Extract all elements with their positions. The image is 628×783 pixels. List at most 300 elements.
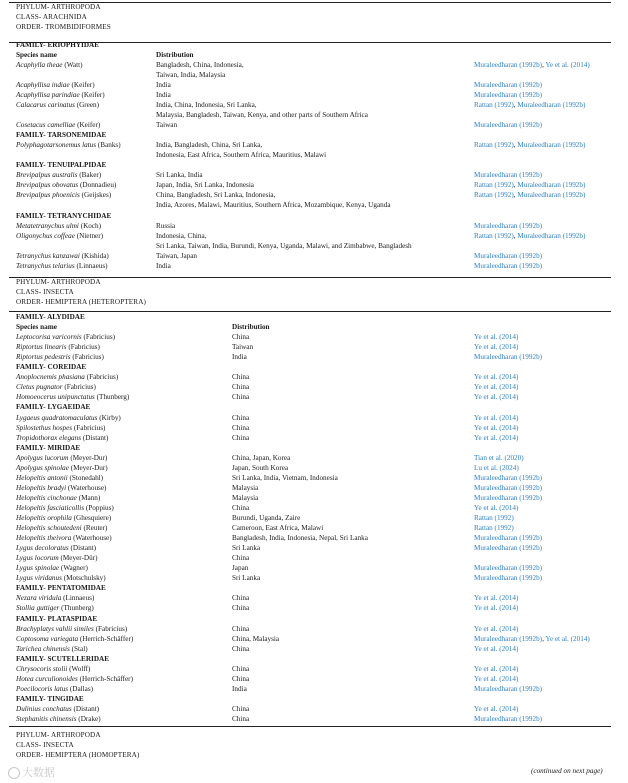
species-name: Tropidothorax elegans — [16, 433, 82, 442]
distribution-text: Indonesia, China, — [156, 231, 207, 240]
distribution-text: China — [232, 393, 250, 402]
reference-cell — [474, 91, 542, 100]
family-heading: FAMILY- PLATASPIDAE — [16, 614, 98, 623]
reference-link[interactable]: Tian et al. (2020) — [474, 453, 524, 462]
species-name: Apolygus lucorum — [16, 453, 69, 462]
species-author: (Nietner) — [76, 231, 104, 240]
family-heading: FAMILY- MIRIDAE — [16, 443, 81, 452]
reference-link[interactable]: Muraleedharan (1992b) — [474, 171, 543, 180]
reference-link[interactable]: Rattan (1992) — [474, 181, 514, 190]
distribution-text: India, China, Indonesia, Sri Lanka, — [156, 100, 257, 109]
reference-link[interactable]: Ye et al. (2014) — [545, 60, 590, 69]
species-author: (Ghesquiere) — [73, 514, 112, 522]
species-name: Helopeltis schoutedeni — [16, 524, 82, 533]
reference-link[interactable]: Rattan (1992) — [474, 100, 514, 109]
reference-cell — [474, 252, 542, 261]
species-author: (Stonedahl) — [69, 473, 104, 482]
species-name: Chrysocoris stolii — [16, 664, 68, 673]
species-entry — [16, 514, 111, 523]
species-entry — [16, 504, 114, 513]
species-name: Helopeltis theivora — [16, 534, 72, 543]
species-name: Helopeltis cinchonae — [16, 493, 77, 502]
species-name: Coptosoma variegata — [16, 634, 79, 643]
distribution-text: Bangladesh, India, Indonesia, Nepal, Sri Lanka — [232, 534, 368, 543]
species-name: Lygus decoloratus — [16, 544, 69, 553]
species-author: (Reuter) — [83, 524, 108, 533]
species-entry — [16, 554, 98, 563]
species-entry — [16, 434, 108, 443]
reference-link[interactable]: Muraleedharan (1992b) — [474, 90, 543, 99]
species-name: Oligonychus coffeae — [16, 231, 75, 240]
species-entry — [16, 171, 101, 180]
family-heading: FAMILY- TINGIDAE — [16, 694, 84, 703]
reference-link[interactable]: Ye et al. (2014) — [474, 393, 519, 402]
reference-cell — [474, 524, 514, 533]
distribution-text: Sri Lanka — [232, 544, 261, 553]
species-author: (Kishida) — [81, 251, 109, 260]
reference-link[interactable]: Ye et al. (2014) — [474, 333, 519, 342]
taxonomy-line: CLASS- INSECTA — [16, 288, 74, 297]
species-name: Stephanitis chinensis — [16, 715, 77, 723]
species-name: Lygus viridanus — [16, 574, 62, 583]
species-entry — [16, 424, 105, 433]
distribution-text: China, Japan, Korea — [232, 453, 291, 462]
reference-cell — [474, 665, 518, 674]
column-header-distribution: Distribution — [232, 323, 270, 332]
reference-link[interactable]: Rattan (1992) — [474, 231, 514, 240]
reference-link[interactable]: Muraleedharan (1992b) — [474, 251, 543, 260]
reference-cell — [474, 474, 542, 483]
species-entry — [16, 594, 94, 603]
distribution-text: China — [232, 594, 250, 603]
reference-link[interactable]: Ye et al. (2014) — [474, 664, 519, 673]
distribution-text: China, Malaysia — [232, 634, 280, 643]
species-author: (Drake) — [78, 715, 101, 723]
species-author: (Geijskes) — [81, 191, 112, 200]
species-author: (Dallas) — [69, 684, 94, 693]
distribution-text: Malaysia — [232, 493, 259, 502]
reference-cell — [474, 504, 518, 513]
species-author: (Fabricius) — [72, 353, 104, 362]
taxonomy-line: PHYLUM- ARTHROPODA — [16, 278, 101, 286]
species-name: Polyphagotarsonemus latus — [16, 141, 97, 150]
distribution-text: Russia — [156, 221, 176, 230]
distribution-text: Malaysia, Bangladesh, Taiwan, Kenya, and other parts of Southern Africa — [156, 111, 368, 119]
species-author: (Meyer-Dür) — [60, 554, 98, 563]
watermark-logo-icon — [8, 767, 20, 779]
reference-cell — [474, 484, 542, 493]
reference-link[interactable]: Muraleedharan (1992b) — [474, 564, 543, 573]
distribution-text: India — [156, 90, 171, 99]
table-rule — [9, 311, 611, 312]
reference-cell — [474, 464, 519, 473]
reference-link[interactable]: Lu et al. (2024) — [474, 463, 519, 472]
reference-cell — [474, 514, 514, 523]
reference-cell — [474, 645, 518, 654]
species-entry — [16, 353, 104, 362]
species-entry — [16, 464, 108, 473]
reference-link[interactable]: Ye et al. (2014) — [474, 343, 519, 352]
reference-cell: Rattan (1992), Muraleedharan (1992b) — [474, 231, 586, 240]
distribution-text: China — [232, 373, 250, 382]
distribution-text: China — [232, 704, 250, 713]
reference-link[interactable]: Muraleedharan (1992b) — [474, 60, 543, 69]
reference-cell — [474, 414, 518, 423]
species-entry — [16, 373, 118, 382]
species-name: Lygaeus quadratomaculatus — [16, 413, 98, 422]
family-heading: FAMILY- COREIDAE — [16, 363, 87, 372]
species-entry — [16, 564, 88, 573]
distribution-text: India — [232, 684, 247, 693]
distribution-text: Bangladesh, China, Indonesia, — [156, 60, 244, 69]
species-name: Helopeltis orophila — [16, 514, 72, 522]
reference-link[interactable]: Ye et al. (2014) — [474, 644, 519, 653]
reference-link[interactable]: Ye et al. (2014) — [474, 433, 519, 442]
taxonomy-line: ORDER- TROMBIDIFORMES — [16, 22, 111, 31]
taxonomy-line: CLASS- INSECTA — [16, 741, 74, 750]
reference-link[interactable]: Ye et al. (2014) — [474, 594, 519, 603]
family-heading: FAMILY- TARSONEMIDAE — [16, 131, 107, 140]
reference-cell — [474, 574, 542, 583]
reference-link[interactable]: Ye et al. (2014) — [545, 634, 590, 643]
species-name: Riptortus linearis — [16, 343, 67, 352]
family-heading: FAMILY- SCUTELLERIDAE — [16, 654, 109, 663]
species-entry — [16, 474, 103, 483]
distribution-text: China — [232, 503, 250, 512]
reference-cell — [474, 625, 518, 634]
species-entry — [16, 191, 111, 200]
reference-cell — [474, 544, 542, 553]
reference-link[interactable]: Muraleedharan (1992b) — [474, 544, 543, 553]
distribution-text: Sri Lanka, Taiwan, India, Burundi, Kenya, Uganda, Malawi, and Zimbabwe, Bangladesh — [156, 241, 412, 250]
reference-link[interactable]: Muraleedharan (1992b) — [474, 473, 543, 482]
species-author: (Banks) — [97, 141, 121, 150]
species-entry — [16, 544, 96, 553]
distribution-text: Taiwan — [156, 121, 178, 130]
distribution-text: China — [232, 644, 250, 653]
distribution-text: Malaysia — [232, 483, 259, 492]
species-name: Acaphyllisa indiae — [16, 80, 70, 89]
species-entry — [16, 333, 115, 342]
species-author: (Thunberg) — [61, 604, 94, 613]
distribution-text: Sri Lanka, India — [156, 171, 203, 180]
species-author: (Keifer) — [77, 121, 101, 130]
distribution-text: China — [232, 423, 250, 432]
reference-link[interactable]: Rattan (1992) — [474, 191, 514, 200]
distribution-text: India — [232, 353, 247, 362]
distribution-text: Sri Lanka — [232, 574, 261, 583]
species-author: (Donnadieu) — [80, 181, 117, 190]
distribution-text: India — [156, 80, 171, 89]
species-name: Lygus spinolae — [16, 564, 60, 573]
reference-cell — [474, 383, 518, 392]
species-author: (Keifer) — [71, 80, 95, 89]
species-entry — [16, 604, 94, 613]
reference-link[interactable]: Muraleedharan (1992b) — [474, 574, 543, 583]
reference-cell: Muraleedharan (1992b), Ye et al. (2014) — [474, 60, 590, 69]
distribution-text: Japan, India, Sri Lanka, Indonesia — [156, 181, 254, 190]
column-header-species: Species name — [16, 50, 57, 59]
taxonomy-line: ORDER- HEMIPTERA (HOMOPTERA) — [16, 751, 140, 760]
species-entry — [16, 414, 121, 423]
watermark — [8, 764, 55, 780]
species-name: Tetranychus telarius — [16, 261, 75, 270]
species-entry — [16, 665, 90, 674]
reference-cell — [474, 594, 518, 603]
species-author: (Thunberg) — [96, 393, 130, 402]
distribution-text: India — [156, 261, 171, 270]
taxonomy-line: ORDER- HEMIPTERA (HETEROPTERA) — [16, 298, 146, 307]
species-author: (Distant) — [70, 544, 97, 553]
reference-link[interactable]: Muraleedharan (1992b) — [517, 191, 586, 200]
reference-cell: Rattan (1992), Muraleedharan (1992b) — [474, 141, 586, 150]
species-name: Leptocorisa varicornis — [16, 333, 82, 342]
distribution-text: India, Azores, Malawi, Mauritius, Southern Africa, Mozambique, Kenya, Uganda — [156, 201, 391, 210]
species-name: Dulinius conchatus — [16, 704, 72, 713]
species-name: Acaphyllisa parindiae — [16, 90, 80, 99]
species-name: Poecilocoris latus — [16, 684, 69, 693]
species-name: Cosetacus camelliae — [16, 121, 76, 130]
reference-link[interactable]: Ye et al. (2014) — [474, 383, 519, 392]
species-name: Cletus pugnator — [16, 383, 63, 392]
reference-cell — [474, 705, 518, 714]
taxonomy-line: PHYLUM- ARTHROPODA — [16, 2, 101, 11]
reference-cell — [474, 564, 542, 573]
reference-link[interactable]: Muraleedharan (1992b) — [517, 231, 586, 240]
species-author: (Fabricius) — [64, 383, 96, 392]
species-entry — [16, 121, 100, 130]
family-heading: FAMILY- ERIOPHYIDAE — [16, 40, 99, 49]
distribution-text: Burundi, Uganda, Zaire — [232, 514, 301, 522]
species-entry — [16, 524, 107, 533]
species-author: (Waterhouse) — [67, 483, 107, 492]
species-name: Homoeocerus unipunctatus — [16, 393, 95, 402]
species-author: (Fabricius) — [68, 343, 100, 352]
species-entry — [16, 685, 93, 694]
species-name: Brevipalpus australis — [16, 171, 78, 180]
family-heading: FAMILY- PENTATOMIDAE — [16, 584, 106, 593]
reference-link[interactable]: Muraleedharan (1992b) — [474, 684, 543, 693]
taxonomy-line: CLASS- ARACHNIDA — [16, 12, 87, 21]
species-author: (Stal) — [71, 644, 88, 653]
reference-cell — [474, 715, 542, 724]
reference-cell — [474, 424, 518, 433]
distribution-text: Indonesia, East Africa, Southern Africa, Mauritius, Malawi — [156, 151, 327, 160]
species-name: Spilostethus hospes — [16, 423, 73, 432]
species-name: Tetranychus kanzawai — [16, 251, 80, 260]
species-entry — [16, 645, 88, 654]
species-name: Anoplocnemis phasiana — [16, 373, 85, 382]
distribution-text: China — [232, 674, 250, 683]
taxonomy-line: PHYLUM- ARTHROPODA — [16, 731, 101, 739]
species-entry — [16, 383, 96, 392]
species-name: Lygus locorum — [16, 554, 59, 563]
reference-link[interactable]: Muraleedharan (1992b) — [517, 100, 586, 109]
species-entry — [16, 534, 112, 543]
reference-cell — [474, 675, 518, 684]
reference-cell: Rattan (1992), Muraleedharan (1992b) — [474, 181, 586, 190]
family-heading: FAMILY- ALYDIDAE — [16, 313, 85, 321]
distribution-text: China — [232, 433, 250, 442]
species-author: (Meyer-Dur) — [70, 463, 108, 472]
species-author: (Herrich-Schäffer) — [79, 674, 133, 683]
table-rule — [9, 42, 611, 43]
reference-link[interactable]: Muraleedharan (1992b) — [517, 141, 586, 150]
species-entry — [16, 454, 107, 463]
reference-link[interactable]: Ye et al. (2014) — [474, 624, 519, 633]
reference-link[interactable]: Muraleedharan (1992b) — [474, 483, 543, 492]
reference-cell: Rattan (1992), Muraleedharan (1992b) — [474, 191, 586, 200]
species-author: (Poppius) — [85, 503, 114, 512]
reference-cell — [474, 343, 518, 352]
species-entry — [16, 91, 105, 100]
reference-link[interactable]: Ye et al. (2014) — [474, 413, 519, 422]
distribution-text: China — [232, 604, 250, 613]
species-entry — [16, 715, 101, 724]
family-heading: FAMILY- TETRANYCHIDAE — [16, 211, 112, 220]
species-author: (Koch) — [80, 221, 102, 230]
family-heading: FAMILY- LYGAEIDAE — [16, 403, 91, 412]
species-name: Brevipalpus phoenicis — [16, 191, 80, 200]
reference-link[interactable]: Rattan (1992) — [474, 514, 514, 522]
reference-link[interactable]: Ye et al. (2014) — [474, 423, 519, 432]
reference-link[interactable]: Muraleedharan (1992b) — [474, 121, 543, 130]
watermark-text: 大数据 — [22, 766, 55, 779]
species-entry — [16, 393, 129, 402]
species-entry — [16, 252, 109, 261]
reference-link[interactable]: Muraleedharan (1992b) — [474, 634, 543, 643]
reference-link[interactable]: Ye et al. (2014) — [474, 604, 519, 613]
species-name: Metatetranychus ulmi — [16, 221, 79, 230]
species-author: (Herrich-Schäffer) — [79, 634, 134, 643]
reference-cell — [474, 222, 542, 231]
distribution-text: India, Bangladesh, China, Sri Lanka, — [156, 141, 263, 150]
reference-link[interactable]: Muraleedharan (1992b) — [474, 261, 543, 270]
reference-link[interactable]: Ye et al. (2014) — [474, 674, 519, 683]
species-name: Acaphylla theae — [16, 60, 63, 69]
species-author: (Linnaeus) — [63, 594, 95, 603]
distribution-text: China — [232, 383, 250, 392]
table-rule — [9, 726, 611, 727]
species-author: (Keifer) — [81, 90, 105, 99]
distribution-text: China, Bangladesh, Sri Lanka, Indonesia, — [156, 191, 276, 200]
species-author: (Waterhouse) — [73, 534, 112, 543]
species-entry — [16, 141, 121, 150]
species-name: Nezara viridula — [16, 594, 62, 603]
reference-link[interactable]: Ye et al. (2014) — [474, 704, 519, 713]
reference-link[interactable]: Muraleedharan (1992b) — [474, 534, 543, 543]
reference-cell — [474, 393, 518, 402]
species-author: (Mann) — [78, 493, 101, 502]
reference-link[interactable]: Ye et al. (2014) — [474, 503, 519, 512]
species-author: (Green) — [76, 100, 100, 109]
reference-link[interactable]: Muraleedharan (1992b) — [474, 353, 543, 362]
distribution-text: Taiwan, India, Malaysia — [156, 70, 226, 79]
distribution-text: Sri Lanka, India, Vietnam, Indonesia — [232, 473, 338, 482]
distribution-text: China — [232, 664, 250, 673]
species-author: (Fabricius) — [73, 423, 106, 432]
distribution-text: Taiwan — [232, 343, 254, 352]
species-author: (Meyer-Dur) — [70, 453, 108, 462]
reference-cell — [474, 534, 542, 543]
species-name: Helopeltis bradyi — [16, 483, 67, 492]
reference-cell — [474, 171, 542, 180]
species-entry — [16, 181, 116, 190]
reference-cell: Rattan (1992), Muraleedharan (1992b) — [474, 100, 586, 109]
species-author: (Kirby) — [99, 413, 121, 422]
species-entry — [16, 343, 100, 352]
reference-link[interactable]: Muraleedharan (1992b) — [474, 493, 543, 502]
species-entry — [16, 675, 133, 684]
species-entry — [16, 81, 95, 90]
species-name: Hotea curculionoides — [16, 674, 78, 683]
reference-link[interactable]: Muraleedharan (1992b) — [474, 221, 543, 230]
species-author: (Baker) — [79, 171, 102, 180]
species-entry — [16, 625, 127, 634]
column-header-species: Species name — [16, 323, 57, 332]
species-author: (Fabricius) — [95, 624, 128, 633]
reference-cell — [474, 81, 542, 90]
species-name: Helopeltis antonii — [16, 473, 68, 482]
species-author: (Fabricius) — [83, 333, 116, 342]
species-author: (Fabricius) — [86, 373, 119, 382]
reference-link[interactable]: Rattan (1992) — [474, 141, 514, 150]
reference-cell — [474, 333, 518, 342]
reference-cell — [474, 262, 542, 271]
species-entry — [16, 222, 101, 231]
distribution-text: Japan, South Korea — [232, 463, 289, 472]
species-author: (Watt) — [64, 60, 83, 69]
distribution-text: China — [232, 333, 250, 342]
species-entry — [16, 232, 103, 241]
species-author: (Wolff) — [69, 664, 91, 673]
species-name: Tarichea chinensis — [16, 644, 70, 653]
reference-cell — [474, 373, 518, 382]
distribution-text: Taiwan, Japan — [156, 251, 198, 260]
species-name: Brevipalpus obovatus — [16, 181, 79, 190]
species-name: Stollia guttiger — [16, 604, 60, 613]
species-entry — [16, 61, 83, 70]
species-author: (Linnaeus) — [76, 261, 108, 270]
species-author: (Motschulsky) — [63, 574, 106, 583]
species-name: Calacarus carinatus — [16, 100, 75, 109]
species-entry — [16, 635, 133, 644]
species-name: Helopeltis fasciaticollis — [16, 503, 85, 512]
reference-link[interactable]: Rattan (1992) — [474, 524, 514, 533]
reference-cell — [474, 353, 542, 362]
species-author: (Distant) — [73, 704, 100, 713]
reference-cell — [474, 494, 542, 503]
species-entry — [16, 101, 99, 110]
species-entry — [16, 705, 99, 714]
reference-cell — [474, 434, 518, 443]
reference-link[interactable]: Muraleedharan (1992b) — [517, 181, 586, 190]
species-name: Riptortus pedestris — [16, 353, 71, 362]
continued-note: (continued on next page) — [531, 767, 603, 775]
reference-cell — [474, 685, 542, 694]
reference-link[interactable]: Muraleedharan (1992b) — [474, 715, 543, 723]
distribution-text: Japan — [232, 564, 249, 573]
column-header-distribution: Distribution — [156, 50, 194, 59]
species-entry — [16, 484, 106, 493]
distribution-text: China — [232, 413, 250, 422]
reference-cell — [474, 121, 542, 130]
reference-link[interactable]: Ye et al. (2014) — [474, 373, 519, 382]
reference-cell — [474, 454, 524, 463]
distribution-text: China — [232, 624, 250, 633]
reference-link[interactable]: Muraleedharan (1992b) — [474, 80, 543, 89]
species-name: Apolygus spinolae — [16, 463, 69, 472]
